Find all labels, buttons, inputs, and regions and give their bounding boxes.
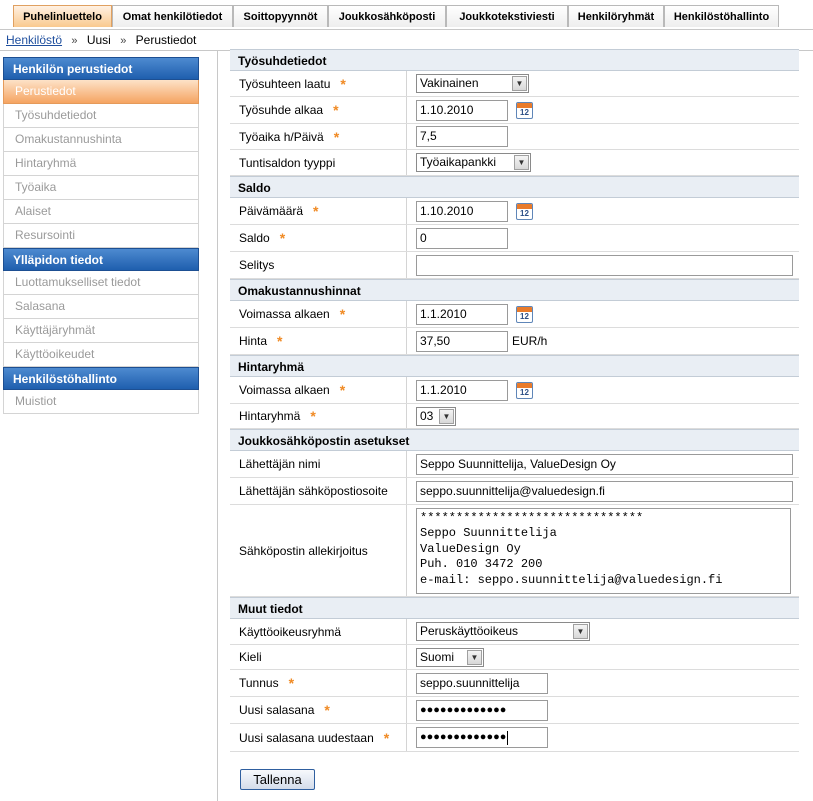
price-input[interactable]: 37,50 <box>416 331 508 352</box>
calendar-icon[interactable]: 12 <box>516 102 533 119</box>
breadcrumb-separator: » <box>71 35 78 47</box>
field-label: Käyttöoikeusryhmä <box>239 624 342 639</box>
sidebar-item-resursointi[interactable]: Resursointi <box>3 224 199 248</box>
form-row-price <box>230 328 799 355</box>
breadcrumb-current: Perustiedot <box>135 33 197 47</box>
employment-start-input[interactable]: 1.10.2010 <box>416 100 508 121</box>
content-divider <box>217 51 218 801</box>
chevron-down-icon: ▼ <box>467 650 482 665</box>
repeat-password-input[interactable] <box>416 727 548 748</box>
calendar-icon[interactable]: 12 <box>516 203 533 220</box>
sidebar-item-omakustannushinta[interactable]: Omakustannushinta <box>3 128 199 152</box>
select-value: 03 <box>420 408 434 423</box>
required-icon: * <box>288 675 295 691</box>
field-label: Tunnus <box>239 676 279 690</box>
username-input[interactable]: seppo.suunnittelija <box>416 673 548 694</box>
tab-henkiloryhmat[interactable]: Henkilöryhmät <box>568 5 664 27</box>
sidebar-item-hintaryhma[interactable]: Hintaryhmä <box>3 152 199 176</box>
breadcrumb-item-uusi: Uusi <box>86 33 111 47</box>
form-row-price-group <box>230 404 799 429</box>
section-title-omakustannushinnat: Omakustannushinnat <box>230 279 799 301</box>
required-icon: * <box>324 702 330 718</box>
field-label: Sähköpostin allekirjoitus <box>239 543 368 558</box>
chevron-down-icon: ▼ <box>512 76 527 91</box>
tab-joukkotekstiviesti[interactable]: Joukkotekstiviesti <box>446 5 568 27</box>
form-row-explanation <box>230 252 799 279</box>
form-row-language <box>230 645 799 670</box>
form-row-balance-type <box>230 150 799 176</box>
section-title-tyosuhdetiedot: Työsuhdetiedot <box>230 49 799 71</box>
own-cost-valid-input[interactable]: 1.1.2010 <box>416 304 508 325</box>
field-label: Uusi salasana uudestaan <box>239 730 374 745</box>
calendar-icon[interactable]: 12 <box>516 382 533 399</box>
form-row-employment-start <box>230 97 799 124</box>
top-navigation <box>0 0 813 30</box>
price-group-valid-input[interactable]: 1.1.2010 <box>416 380 508 401</box>
required-icon: * <box>383 729 390 746</box>
sidebar-item-salasana[interactable]: Salasana <box>3 295 199 319</box>
form-row-sender-email <box>230 478 799 505</box>
required-icon: * <box>340 75 346 92</box>
breadcrumb-separator: » <box>120 35 127 47</box>
signature-textarea[interactable]: ******************************* Seppo Suunnittelija ValueDesign Oy Puh. 010 3472 200 e-mail: seppo.suunnittelija@valuedesign.fi <box>416 508 791 594</box>
price-unit: EUR/h <box>512 334 548 348</box>
sidebar <box>3 57 199 414</box>
required-icon: * <box>339 382 346 398</box>
breadcrumb <box>6 33 196 51</box>
required-icon: * <box>333 128 340 145</box>
field-label: Hintaryhmä <box>239 409 301 423</box>
calendar-icon[interactable]: 12 <box>516 306 533 323</box>
form-row-rights-group <box>230 619 799 645</box>
select-value: Peruskäyttöoikeus <box>420 624 519 638</box>
tab-joukkosahkoposti[interactable]: Joukkosähköposti <box>328 5 446 27</box>
tab-puhelinluettelo[interactable]: Puhelinluettelo <box>13 5 112 27</box>
required-icon: * <box>310 408 316 424</box>
field-label: Uusi salasana <box>239 703 315 717</box>
select-value: Vakinainen <box>420 76 479 90</box>
text-cursor <box>507 731 508 745</box>
sidebar-item-kayttajaryhmat[interactable]: Käyttäjäryhmät <box>3 319 199 343</box>
price-group-select[interactable] <box>416 407 456 426</box>
balance-input[interactable]: 0 <box>416 228 508 249</box>
field-label: Kieli <box>239 650 262 664</box>
field-label: Voimassa alkaen <box>239 307 330 321</box>
explanation-input[interactable] <box>416 255 793 276</box>
password-value: ●●●●●●●●●●●●● <box>420 731 507 743</box>
form-row-signature <box>230 505 799 597</box>
sidebar-item-muistiot[interactable]: Muistiot <box>3 390 199 414</box>
form-row-work-hours <box>230 124 799 150</box>
field-label: Työsuhteen laatu <box>239 76 331 91</box>
form-row-repeat-password <box>230 724 799 752</box>
sidebar-item-tyoaika[interactable]: Työaika <box>3 176 199 200</box>
sidebar-group-henkilostohallinto[interactable]: Henkilöstöhallinto <box>3 367 199 390</box>
sender-name-input[interactable]: Seppo Suunnittelija, ValueDesign Oy <box>416 454 793 475</box>
select-value: Suomi <box>420 649 455 664</box>
sidebar-item-alaiset[interactable]: Alaiset <box>3 200 199 224</box>
field-label: Tuntisaldon tyyppi <box>239 155 336 170</box>
employment-type-select[interactable] <box>416 74 529 93</box>
required-icon: * <box>277 333 283 349</box>
chevron-down-icon: ▼ <box>514 155 529 170</box>
balance-type-select[interactable] <box>416 153 531 172</box>
sidebar-item-luottamukselliset-tiedot[interactable]: Luottamukselliset tiedot <box>3 271 199 295</box>
sidebar-item-perustiedot[interactable]: Perustiedot <box>3 80 199 104</box>
breadcrumb-link-henkilosto[interactable]: Henkilöstö <box>6 33 63 47</box>
chevron-down-icon: ▼ <box>439 409 454 424</box>
form-row-new-password <box>230 697 799 724</box>
tab-henkilostohallinto[interactable]: Henkilöstöhallinto <box>664 5 779 27</box>
sidebar-item-tyosuhdetiedot[interactable]: Työsuhdetiedot <box>3 104 199 128</box>
section-title-muut-tiedot: Muut tiedot <box>230 597 799 619</box>
required-icon: * <box>333 102 339 118</box>
section-title-joukkosahkoposti: Joukkosähköpostin asetukset <box>230 429 799 451</box>
save-button[interactable]: Tallenna <box>240 769 315 790</box>
employee-form <box>230 49 799 752</box>
form-row-own-cost-valid <box>230 301 799 328</box>
sidebar-group-henkilon-perustiedot[interactable]: Henkilön perustiedot <box>3 57 199 80</box>
rights-group-select[interactable] <box>416 622 590 641</box>
form-row-sender-name <box>230 451 799 478</box>
field-label: Voimassa alkaen <box>239 383 330 397</box>
tab-soittopyynnot[interactable]: Soittopyynnöt <box>233 5 328 27</box>
chevron-down-icon: ▼ <box>573 624 588 639</box>
required-icon: * <box>279 230 286 246</box>
form-row-username <box>230 670 799 697</box>
required-icon: * <box>313 203 319 219</box>
form-row-balance <box>230 225 799 252</box>
field-label: Lähettäjän nimi <box>239 457 321 471</box>
select-value: Työaikapankki <box>420 155 497 169</box>
language-select[interactable] <box>416 648 484 667</box>
form-row-balance-date <box>230 198 799 225</box>
field-label: Työsuhde alkaa <box>239 103 324 117</box>
balance-date-input[interactable]: 1.10.2010 <box>416 201 508 222</box>
sidebar-item-kayttooikeudet[interactable]: Käyttöoikeudet <box>3 343 199 367</box>
section-title-saldo: Saldo <box>230 176 799 198</box>
new-password-input[interactable]: ●●●●●●●●●●●●● <box>416 700 548 721</box>
tab-omat-henkilotiedot[interactable]: Omat henkilötiedot <box>112 5 233 27</box>
field-label: Lähettäjän sähköpostiosoite <box>239 484 388 498</box>
sender-email-input[interactable]: seppo.suunnittelija@valuedesign.fi <box>416 481 793 502</box>
sidebar-group-yllapidon-tiedot[interactable]: Ylläpidon tiedot <box>3 248 199 271</box>
field-label: Selitys <box>239 258 275 272</box>
form-row-employment-type <box>230 71 799 97</box>
required-icon: * <box>339 306 346 322</box>
form-row-price-group-valid <box>230 377 799 404</box>
work-hours-input[interactable]: 7,5 <box>416 126 508 147</box>
field-label: Työaika h/Päivä <box>239 129 324 144</box>
field-label: Saldo <box>239 231 270 245</box>
field-label: Päivämäärä <box>239 204 304 218</box>
field-label: Hinta <box>239 334 268 348</box>
section-title-hintaryhma: Hintaryhmä <box>230 355 799 377</box>
